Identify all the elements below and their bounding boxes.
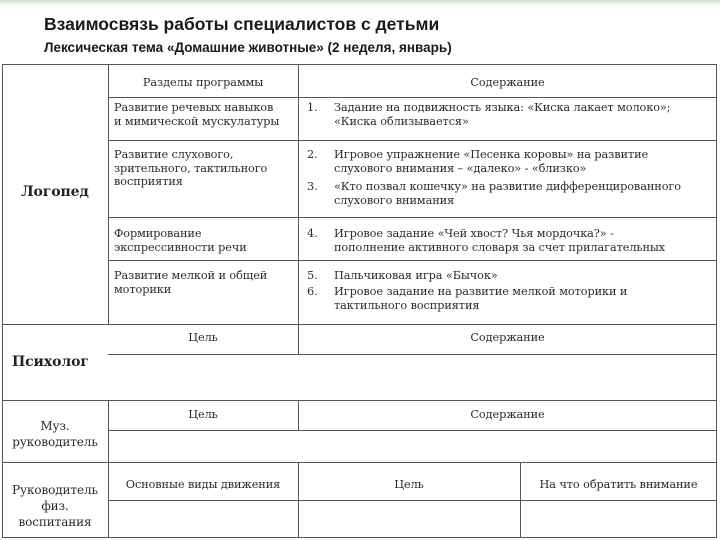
- section-cell-3: Формирование экспрессивности речи: [114, 227, 247, 254]
- section-cell-2: Развитие слухового, зрительного, тактильного восприятия: [114, 148, 268, 188]
- item-num-3: 3.: [307, 180, 318, 193]
- item-num-6: 6.: [307, 285, 318, 298]
- content-cell-1: Задание на подвижность языка: «Киска лакает молоко»; «Киска облизывается»: [334, 101, 671, 128]
- page-title: Взаимосвязь работы специалистов с детьми: [44, 14, 440, 34]
- role-muz: Муз. руководитель: [12, 419, 98, 449]
- col-header-content: Содержание: [470, 76, 545, 89]
- content-cell-6: Игровое задание на развитие мелкой моторики и тактильного восприятия: [334, 285, 628, 312]
- psych-col-content: Содержание: [470, 331, 545, 344]
- muz-col-content: Содержание: [470, 408, 545, 421]
- content-cell-5: Пальчиковая игра «Бычок»: [334, 269, 498, 282]
- item-num-1: 1.: [307, 101, 318, 114]
- muz-col-goal: Цель: [188, 408, 218, 421]
- fiz-col-attention: На что обратить внимание: [539, 478, 698, 491]
- item-num-4: 4.: [307, 227, 318, 240]
- role-logoped: Логопед: [21, 184, 89, 200]
- section-cell-1: Развитие речевых навыков и мимической мускулатуры: [114, 101, 280, 128]
- psych-col-goal: Цель: [188, 331, 218, 344]
- role-psycholog: Психолог: [12, 354, 89, 370]
- item-num-5: 5.: [307, 269, 318, 282]
- content-cell-2: Игровое упражнение «Песенка коровы» на развитие слухового внимания – «далеко» - «близко»: [334, 148, 649, 175]
- page-subtitle: Лексическая тема «Домашние животные» (2 неделя, январь): [44, 40, 452, 55]
- content-cell-3: «Кто позвал кошечку» на развитие дифференцированного слухового внимания: [334, 180, 681, 207]
- item-num-2: 2.: [307, 148, 318, 161]
- fiz-col-movements: Основные виды движения: [125, 478, 281, 491]
- fiz-col-goal: Цель: [394, 478, 424, 491]
- role-fiz: Руководитель физ. воспитания: [12, 483, 98, 529]
- section-cell-4: Развитие мелкой и общей моторики: [114, 269, 268, 296]
- content-cell-4: Игровое задание «Чей хвост? Чья мордочка?» - пополнение активного словаря за счет прилагательных: [334, 227, 666, 254]
- col-header-sections: Разделы программы: [142, 76, 264, 89]
- top-accent-bar: [0, 0, 720, 6]
